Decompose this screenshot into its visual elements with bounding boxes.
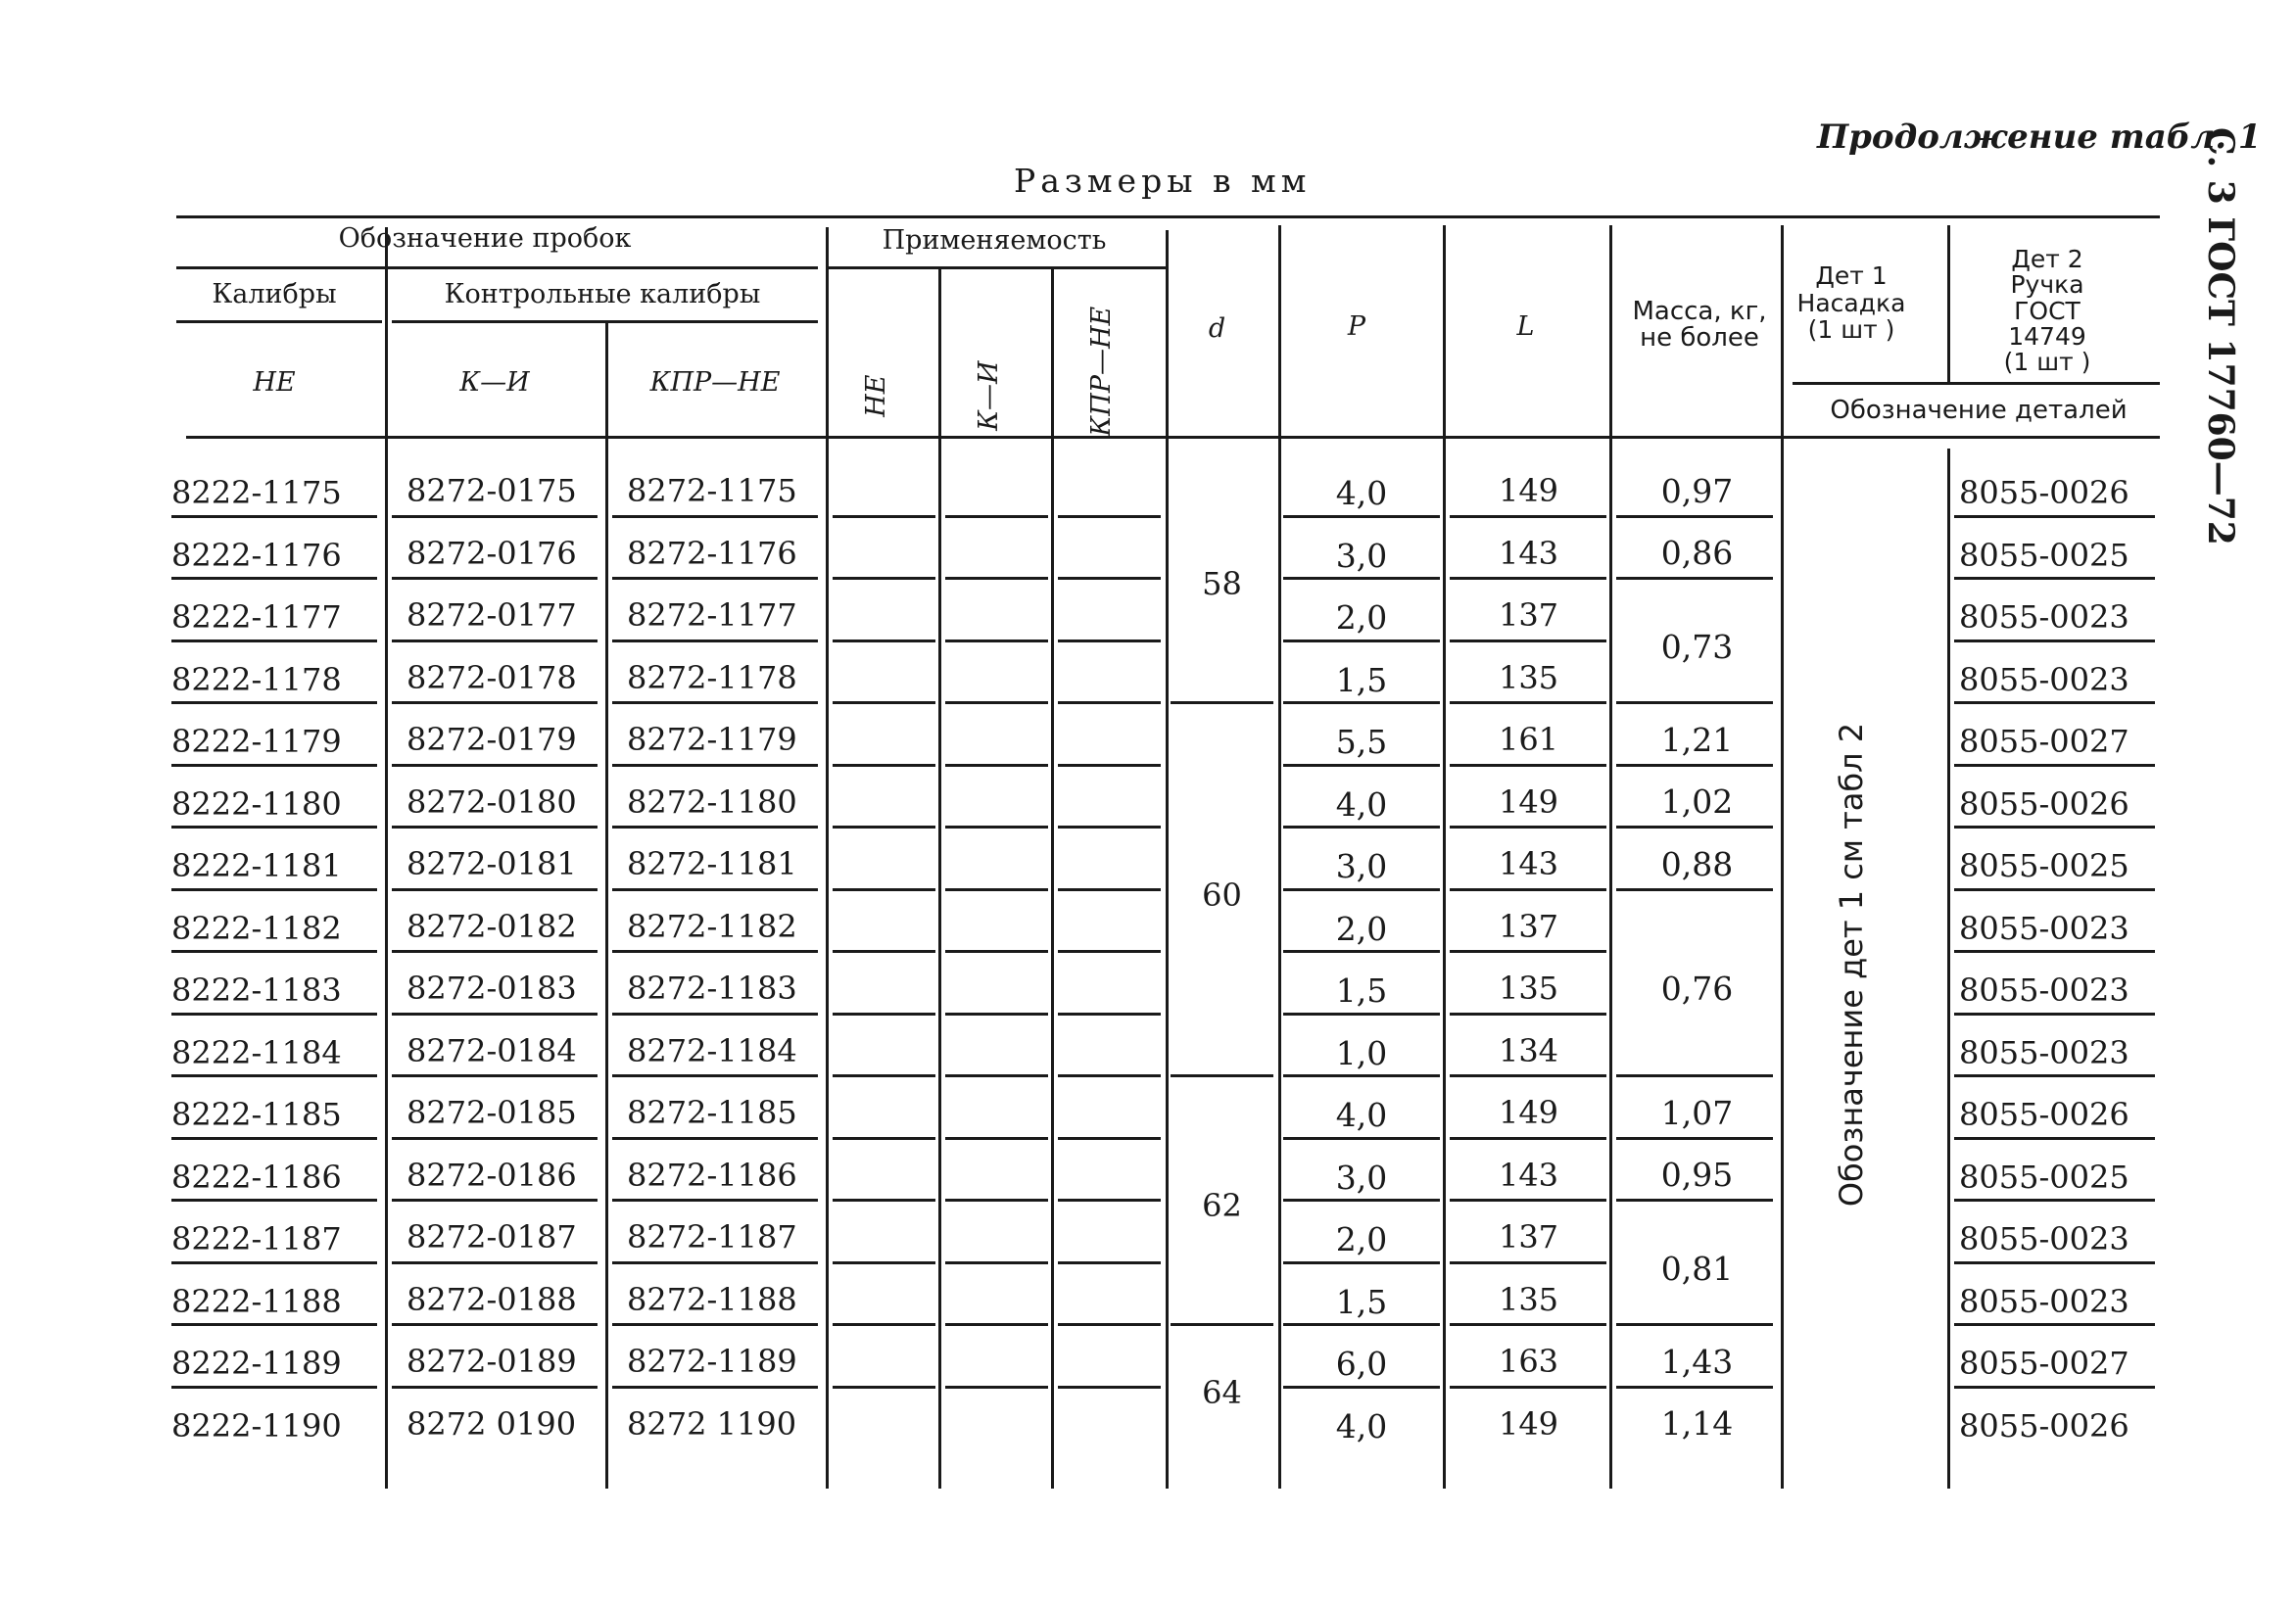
caliber-ne-cell: 8222-1183 (171, 971, 342, 1009)
row-rule (392, 888, 598, 891)
caliber-ne-cell: 8222-1188 (171, 1282, 342, 1320)
row-rule (1058, 826, 1161, 829)
det2-designation-cell: 8055-0027 (1959, 723, 2129, 760)
row-rule (1283, 1013, 1440, 1016)
control-ki-cell: 8272-0185 (407, 1094, 577, 1131)
row-rule (612, 1386, 818, 1389)
det2-designation-cell: 8055-0026 (1959, 1406, 2129, 1445)
length-cell: 143 (1498, 534, 1559, 572)
length-cell: 134 (1498, 1031, 1559, 1069)
row-rule (1450, 1261, 1606, 1264)
control-kprne-cell: 8272-1178 (627, 658, 797, 696)
caliber-ne-cell: 8222-1178 (171, 660, 342, 698)
row-rule (945, 577, 1048, 580)
row-rule (833, 1013, 935, 1016)
row-rule (833, 577, 935, 580)
control-ki-cell: 8272-0189 (407, 1343, 577, 1380)
row-rule (1954, 1074, 2155, 1077)
column-divider (826, 227, 829, 1489)
mass-cell: 1,02 (1660, 782, 1734, 822)
row-rule (171, 640, 377, 642)
length-cell: 143 (1498, 845, 1559, 882)
row-rule (1954, 577, 2155, 580)
pitch-cell: 1,0 (1335, 1033, 1388, 1072)
row-rule (612, 1323, 818, 1326)
control-kprne-cell: 8272-1182 (627, 907, 797, 945)
row-rule (1450, 1386, 1606, 1389)
length-cell: 143 (1498, 1156, 1559, 1194)
det2-designation-cell: 8055-0027 (1959, 1345, 2129, 1382)
control-kprne-cell: 8272-1184 (627, 1031, 797, 1069)
length-cell: 149 (1498, 472, 1559, 509)
pitch-cell: 3,0 (1335, 536, 1388, 575)
mass-cell: 0,73 (1660, 627, 1734, 666)
row-rule (833, 515, 935, 518)
row-rule (171, 1199, 377, 1202)
control-ki-cell: 8272-0180 (407, 782, 577, 821)
diameter-cell: 58 (1202, 565, 1242, 602)
pitch-cell: 3,0 (1335, 1158, 1388, 1197)
det2-designation-cell: 8055-0023 (1959, 971, 2129, 1009)
row-rule (1450, 1074, 1606, 1077)
row-rule (171, 764, 377, 767)
control-ki-cell: 8272-0188 (407, 1280, 577, 1318)
pitch-cell: 2,0 (1335, 1220, 1388, 1258)
control-kprne-cell: 8272-1187 (627, 1218, 797, 1256)
row-rule (945, 888, 1048, 891)
row-rule (1058, 1323, 1161, 1326)
caliber-ne-cell: 8222-1176 (171, 536, 342, 574)
pitch-cell: 4,0 (1335, 784, 1388, 824)
det2-designation-cell: 8055-0025 (1959, 536, 2129, 574)
column-divider (938, 269, 941, 1489)
row-rule (833, 701, 935, 704)
row-rule (1283, 577, 1440, 580)
row-rule (1954, 701, 2155, 704)
row-rule (612, 515, 818, 518)
row-rule (1283, 515, 1440, 518)
row-rule (1450, 577, 1606, 580)
row-rule (833, 826, 935, 829)
row-rule (833, 1261, 935, 1264)
caliber-ne-cell: 8222-1186 (171, 1158, 342, 1196)
length-cell: 137 (1498, 596, 1559, 634)
row-rule (1450, 1323, 1606, 1326)
control-kprne-cell: 8272-1189 (627, 1343, 797, 1380)
row-rule (392, 515, 598, 518)
row-rule (1058, 950, 1161, 953)
row-rule (1283, 640, 1440, 642)
row-rule (1954, 888, 2155, 891)
control-ki-cell: 8272-0176 (407, 534, 577, 572)
det2-designation-cell: 8055-0026 (1959, 474, 2129, 511)
column-divider (1443, 225, 1446, 1489)
row-rule (1283, 1137, 1440, 1140)
control-kprne-cell: 8272-1180 (627, 782, 797, 821)
length-cell: 135 (1498, 1280, 1559, 1318)
row-rule (945, 1137, 1048, 1140)
row-rule (1058, 888, 1161, 891)
row-rule (171, 1013, 377, 1016)
row-rule (612, 1013, 818, 1016)
row-rule (1450, 701, 1606, 704)
row-rule (392, 826, 598, 829)
control-ki-cell: 8272 0190 (407, 1404, 577, 1443)
row-rule (1450, 764, 1606, 767)
row-rule (392, 1137, 598, 1140)
page-header-text: С. 3 ГОСТ 17760—72 (2200, 127, 2241, 545)
row-rule (945, 1323, 1048, 1326)
length-cell: 149 (1498, 782, 1559, 821)
row-rule (1283, 1386, 1440, 1389)
caliber-ne-cell: 8222-1182 (171, 909, 342, 947)
control-ki-cell: 8272-0184 (407, 1031, 577, 1069)
pitch-cell: 1,5 (1335, 1282, 1388, 1321)
page-header-vertical (2194, 127, 2253, 545)
control-kprne-cell: 8272-1175 (627, 472, 797, 509)
control-ki-cell: 8272-0175 (407, 472, 577, 509)
header-calibers: Калибры (212, 279, 337, 309)
control-ki-cell: 8272-0181 (407, 845, 577, 882)
row-rule (945, 764, 1048, 767)
header-l: L (1516, 311, 1535, 342)
row-rule (1283, 764, 1440, 767)
row-rule (1283, 1199, 1440, 1202)
column-divider (1166, 230, 1169, 1489)
group-rule (1171, 1074, 1273, 1077)
group-rule (1616, 826, 1773, 829)
control-kprne-cell: 8272-1177 (627, 596, 797, 634)
length-cell: 163 (1498, 1343, 1559, 1380)
row-rule (1954, 515, 2155, 518)
row-rule (1450, 640, 1606, 642)
row-rule (1954, 1137, 2155, 1140)
diameter-cell: 64 (1202, 1373, 1242, 1411)
row-rule (1058, 701, 1161, 704)
det2-designation-cell: 8055-0026 (1959, 784, 2129, 823)
control-kprne-cell: 8272-1185 (627, 1094, 797, 1131)
caliber-ne-cell: 8222-1184 (171, 1033, 342, 1071)
pitch-cell: 3,0 (1335, 847, 1388, 885)
row-rule (1954, 764, 2155, 767)
row-rule (1450, 888, 1606, 891)
column-divider (385, 227, 388, 1489)
row-rule (1058, 1137, 1161, 1140)
det2-designation-cell: 8055-0025 (1959, 1158, 2129, 1196)
row-rule (392, 950, 598, 953)
header-designation-group: Обозначение пробок (338, 223, 632, 254)
row-rule (171, 1386, 377, 1389)
row-rule (612, 640, 818, 642)
row-rule (392, 1074, 598, 1077)
det1-merged-cell: Обозначение дет 1 см табл 2 (1833, 722, 1870, 1208)
mass-cell: 0,95 (1660, 1156, 1734, 1195)
row-rule (945, 701, 1048, 704)
mass-cell: 0,76 (1660, 969, 1734, 1008)
row-rule (1954, 826, 2155, 829)
row-rule (1954, 640, 2155, 642)
det2-designation-cell: 8055-0026 (1959, 1096, 2129, 1133)
mass-cell: 1,43 (1660, 1342, 1734, 1381)
row-rule (612, 1137, 818, 1140)
row-rule (945, 515, 1048, 518)
row-rule (1954, 1261, 2155, 1264)
row-rule (171, 1074, 377, 1077)
row-rule (833, 1323, 935, 1326)
row-rule (1283, 826, 1440, 829)
row-rule (171, 701, 377, 704)
length-cell: 161 (1498, 721, 1559, 758)
column-divider (1051, 269, 1054, 1489)
caliber-ne-cell: 8222-1177 (171, 598, 342, 636)
det-subheader-rule (1793, 382, 2160, 385)
group-rule (1616, 1199, 1773, 1202)
calibers-rule (176, 320, 382, 323)
group-rule (1616, 701, 1773, 704)
diameter-cell: 60 (1202, 876, 1242, 914)
row-rule (833, 1386, 935, 1389)
row-rule (171, 515, 377, 518)
row-rule (945, 1013, 1048, 1016)
row-rule (945, 1386, 1048, 1389)
row-rule (945, 826, 1048, 829)
header-k-i: К—И (459, 367, 530, 398)
header-bottom-rule (186, 436, 2160, 439)
row-rule (1058, 1261, 1161, 1264)
row-rule (392, 764, 598, 767)
length-cell: 135 (1498, 658, 1559, 696)
pitch-cell: 4,0 (1335, 1096, 1388, 1134)
pitch-cell: 2,0 (1335, 909, 1388, 948)
pitch-cell: 6,0 (1335, 1345, 1388, 1383)
header-det1: Дет 1 Насадка (1 шт ) (1796, 261, 1906, 344)
row-rule (833, 1137, 935, 1140)
diameter-cell: 62 (1202, 1187, 1242, 1224)
row-rule (1450, 826, 1606, 829)
row-rule (1450, 1013, 1606, 1016)
group-rule (1616, 888, 1773, 891)
header-mass: Масса, кг, не более (1632, 297, 1767, 354)
length-cell: 137 (1498, 1218, 1559, 1256)
row-rule (1450, 1199, 1606, 1202)
applicability-rule (828, 266, 1166, 269)
mass-cell: 0,86 (1660, 534, 1734, 573)
row-rule (171, 1137, 377, 1140)
row-rule (1058, 1386, 1161, 1389)
pitch-cell: 1,5 (1335, 660, 1388, 699)
length-cell: 149 (1498, 1404, 1559, 1443)
control-ki-cell: 8272-0179 (407, 721, 577, 758)
row-rule (833, 764, 935, 767)
row-rule (612, 577, 818, 580)
row-rule (1058, 640, 1161, 642)
det2-designation-cell: 8055-0025 (1959, 847, 2129, 884)
row-rule (1954, 1323, 2155, 1326)
row-rule (1954, 1386, 2155, 1389)
row-rule (833, 1199, 935, 1202)
row-rule (1450, 1137, 1606, 1140)
caliber-ne-cell: 8222-1190 (171, 1406, 342, 1445)
row-rule (1954, 1199, 2155, 1202)
row-rule (1058, 1074, 1161, 1077)
row-rule (1450, 515, 1606, 518)
row-rule (1283, 1074, 1440, 1077)
column-divider (1609, 225, 1612, 1489)
row-rule (1283, 950, 1440, 953)
pitch-cell: 1,5 (1335, 971, 1388, 1010)
length-cell: 135 (1498, 970, 1559, 1007)
row-rule (171, 950, 377, 953)
group-rule (1171, 701, 1273, 704)
det2-designation-cell: 8055-0023 (1959, 909, 2129, 947)
row-rule (1450, 950, 1606, 953)
row-rule (1058, 577, 1161, 580)
control-kprne-cell: 8272 1190 (627, 1404, 797, 1443)
header-part-designation: Обозначение деталей (1830, 396, 2128, 425)
header-d: d (1208, 313, 1226, 344)
det2-designation-cell: 8055-0023 (1959, 1033, 2129, 1071)
column-divider (605, 323, 608, 1489)
mass-cell: 1,07 (1660, 1093, 1734, 1132)
row-rule (392, 1386, 598, 1389)
row-rule (945, 1199, 1048, 1202)
row-rule (171, 1261, 377, 1264)
continuation-label: Продолжение табл. 1 (1817, 118, 2262, 157)
header-control-calibers: Контрольные калибры (444, 279, 761, 309)
caliber-ne-cell: 8222-1179 (171, 723, 342, 760)
pitch-cell: 5,5 (1335, 723, 1388, 761)
row-rule (1283, 1323, 1440, 1326)
row-rule (833, 640, 935, 642)
row-rule (1058, 1199, 1161, 1202)
row-rule (833, 888, 935, 891)
det2-designation-cell: 8055-0023 (1959, 1220, 2129, 1257)
pitch-cell: 4,0 (1335, 1406, 1388, 1445)
row-rule (1954, 1013, 2155, 1016)
header-applicability: Применяемость (882, 225, 1107, 256)
row-rule (1283, 1261, 1440, 1264)
pitch-cell: 2,0 (1335, 598, 1388, 637)
row-rule (171, 1323, 377, 1326)
row-rule (612, 1199, 818, 1202)
mass-cell: 0,81 (1660, 1249, 1734, 1288)
row-rule (612, 950, 818, 953)
row-rule (945, 1074, 1048, 1077)
mass-cell: 1,21 (1660, 720, 1734, 759)
row-rule (1058, 764, 1161, 767)
control-ki-cell: 8272-0182 (407, 907, 577, 945)
mass-cell: 0,88 (1660, 844, 1734, 883)
row-rule (392, 1323, 598, 1326)
group-rule (1616, 1137, 1773, 1140)
det2-designation-cell: 8055-0023 (1959, 598, 2129, 636)
control-ki-cell: 8272-0178 (407, 658, 577, 696)
row-rule (171, 888, 377, 891)
header-p: P (1347, 311, 1366, 342)
mass-cell: 0,97 (1660, 471, 1734, 510)
row-rule (392, 1013, 598, 1016)
caliber-ne-cell: 8222-1175 (171, 474, 342, 511)
row-rule (392, 577, 598, 580)
group-rule (1616, 764, 1773, 767)
caliber-ne-cell: 8222-1185 (171, 1096, 342, 1133)
row-rule (392, 1199, 598, 1202)
top-rule (176, 215, 2160, 218)
designation-rule (176, 266, 818, 269)
row-rule (1058, 1013, 1161, 1016)
group-rule (1616, 1323, 1773, 1326)
group-rule (1616, 1386, 1773, 1389)
det2-designation-cell: 8055-0023 (1959, 660, 2129, 698)
row-rule (392, 1261, 598, 1264)
row-rule (171, 826, 377, 829)
row-rule (1283, 888, 1440, 891)
control-kprne-cell: 8272-1181 (627, 845, 797, 882)
caliber-ne-cell: 8222-1189 (171, 1345, 342, 1382)
length-cell: 149 (1498, 1094, 1559, 1131)
group-rule (1616, 515, 1773, 518)
row-rule (392, 701, 598, 704)
caliber-ne-cell: 8222-1180 (171, 784, 342, 823)
row-rule (833, 950, 935, 953)
header-ne: НЕ (253, 367, 296, 398)
control-kprne-cell: 8272-1183 (627, 970, 797, 1007)
control-kprne-cell: 8272-1186 (627, 1156, 797, 1194)
column-divider (1947, 449, 1950, 1489)
header-kpr-ne: КПР—НЕ (649, 367, 781, 398)
row-rule (945, 1261, 1048, 1264)
mass-cell: 1,14 (1660, 1404, 1734, 1444)
row-rule (945, 640, 1048, 642)
control-ki-cell: 8272-0177 (407, 596, 577, 634)
row-rule (612, 1074, 818, 1077)
control-kprne-cell: 8272-1188 (627, 1280, 797, 1318)
row-rule (612, 888, 818, 891)
control-ki-cell: 8272-0186 (407, 1156, 577, 1194)
row-rule (945, 950, 1048, 953)
caliber-ne-cell: 8222-1181 (171, 847, 342, 884)
group-rule (1171, 1323, 1273, 1326)
row-rule (612, 701, 818, 704)
header-det2: Дет 2 Ручка ГОСТ 14749 (1 шт ) (2003, 245, 2091, 376)
row-rule (833, 1074, 935, 1077)
control-kprne-cell: 8272-1176 (627, 534, 797, 572)
group-rule (1616, 577, 1773, 580)
control-ki-cell: 8272-0183 (407, 970, 577, 1007)
caliber-ne-cell: 8222-1187 (171, 1220, 342, 1257)
control-ki-cell: 8272-0187 (407, 1218, 577, 1256)
length-cell: 137 (1498, 907, 1559, 945)
row-rule (612, 764, 818, 767)
units-caption: Размеры в мм (1014, 162, 1312, 200)
row-rule (171, 577, 377, 580)
det2-designation-cell: 8055-0023 (1959, 1282, 2129, 1320)
column-divider (1278, 225, 1281, 1489)
row-rule (612, 1261, 818, 1264)
row-rule (1283, 701, 1440, 704)
row-rule (392, 640, 598, 642)
group-rule (1616, 1074, 1773, 1077)
pitch-cell: 4,0 (1335, 474, 1388, 512)
control-kprne-cell: 8272-1179 (627, 721, 797, 758)
row-rule (612, 826, 818, 829)
row-rule (1954, 950, 2155, 953)
row-rule (1058, 515, 1161, 518)
